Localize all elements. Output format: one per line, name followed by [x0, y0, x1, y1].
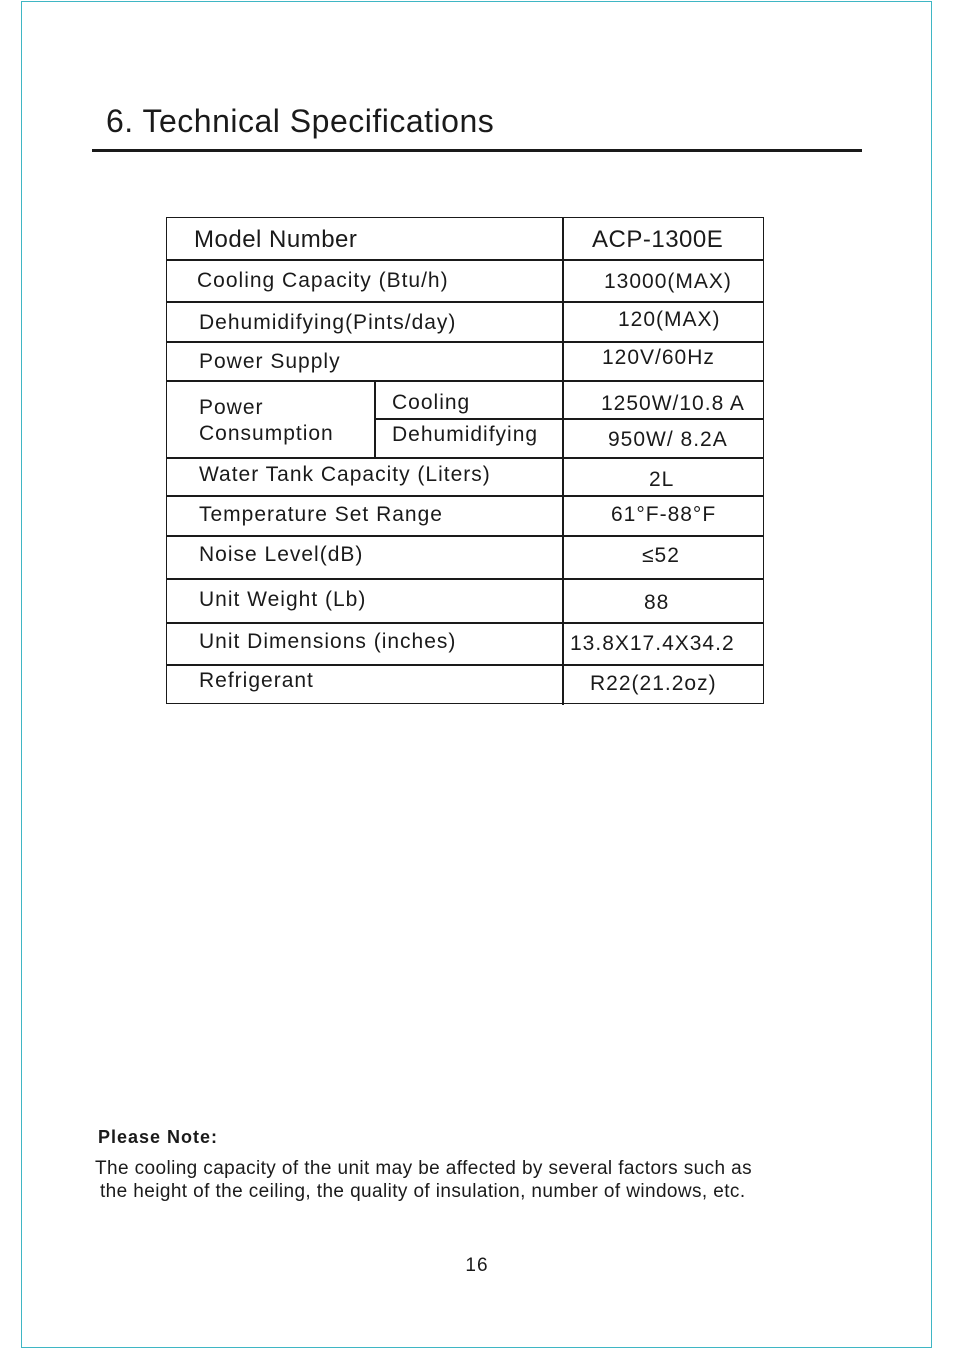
spec-sublabel: Cooling	[392, 391, 471, 414]
page-title: 6. Technical Specifications	[106, 103, 495, 139]
spec-label: Unit Weight (Lb)	[199, 588, 367, 611]
spec-value: 2L	[649, 468, 675, 491]
title-underline	[92, 149, 862, 152]
row-divider	[167, 535, 764, 537]
spec-label: Power Supply	[199, 350, 341, 373]
row-divider	[167, 457, 764, 459]
row-divider	[167, 301, 764, 303]
model-number-value: ACP-1300E	[592, 226, 724, 253]
specifications-table	[166, 217, 764, 704]
spec-label: Noise Level(dB)	[199, 543, 364, 566]
spec-value: 61°F-88°F	[611, 503, 717, 526]
spec-value: 88	[644, 591, 670, 614]
spec-label: Power Consumption	[199, 396, 334, 445]
row-divider	[374, 418, 764, 420]
spec-label: Unit Dimensions (inches)	[199, 630, 457, 653]
row-divider	[167, 622, 764, 624]
column-divider	[562, 218, 564, 705]
model-number-label: Model Number	[194, 226, 358, 253]
spec-label: Temperature Set Range	[199, 503, 443, 526]
spec-label: Water Tank Capacity (Liters)	[199, 463, 491, 486]
spec-value: 1250W/10.8 A	[601, 392, 745, 415]
page-number: 16	[465, 1255, 489, 1276]
note-heading: Please Note:	[98, 1127, 219, 1147]
spec-value: 13000(MAX)	[604, 270, 732, 293]
note-text-line: The cooling capacity of the unit may be affected by several factors such as	[95, 1158, 752, 1179]
row-divider	[167, 578, 764, 580]
spec-value: R22(21.2oz)	[590, 672, 717, 695]
spec-sublabel: Dehumidifying	[392, 423, 539, 446]
note-text-line: the height of the ceiling, the quality of insulation, number of windows, etc.	[100, 1181, 746, 1202]
spec-value: 950W/ 8.2A	[608, 428, 728, 451]
spec-value: 13.8X17.4X34.2	[570, 632, 735, 655]
row-divider	[167, 380, 764, 382]
spec-label: Refrigerant	[199, 669, 314, 692]
spec-value: 120V/60Hz	[602, 346, 715, 369]
spec-value: 120(MAX)	[618, 308, 721, 331]
row-divider	[167, 664, 764, 666]
spec-label: Dehumidifying(Pints/day)	[199, 311, 457, 334]
row-divider	[167, 259, 764, 261]
row-divider	[167, 495, 764, 497]
spec-value: ≤52	[642, 544, 680, 567]
spec-label: Cooling Capacity (Btu/h)	[197, 269, 449, 292]
row-divider	[167, 341, 764, 343]
